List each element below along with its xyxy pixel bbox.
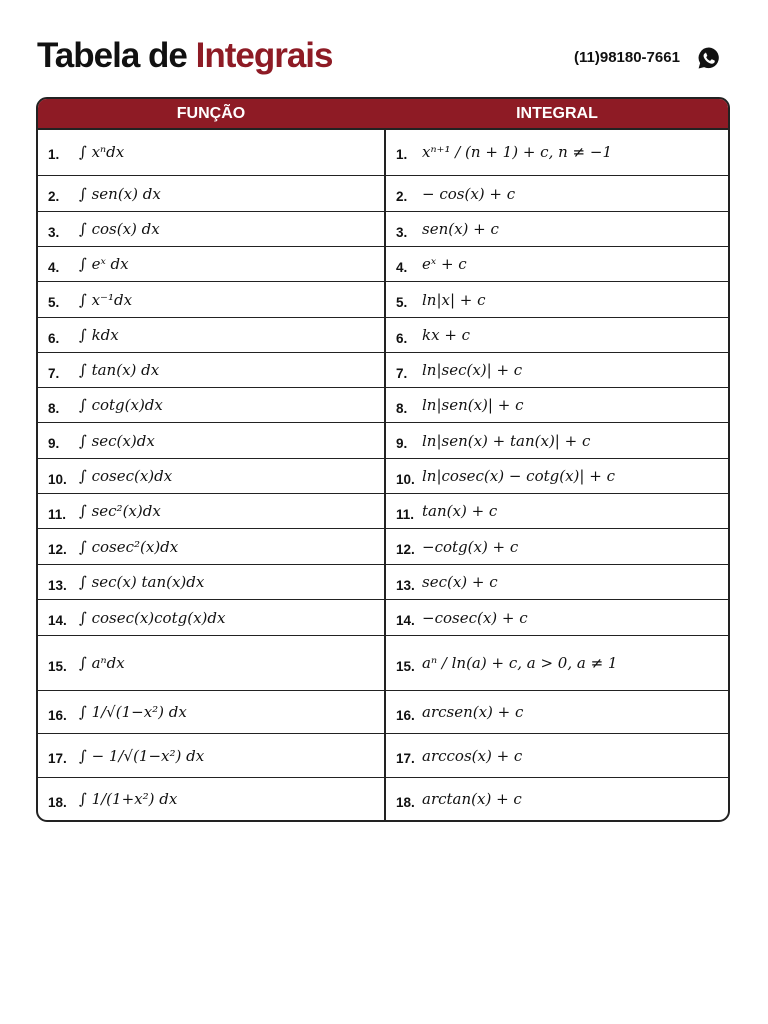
row-number: 1. — [396, 147, 408, 162]
integral-cell: tan(x) + c — [422, 502, 498, 520]
row-number: 1. — [48, 147, 60, 162]
row-number: 15. — [396, 658, 415, 674]
integral-cell: eˣ + c — [422, 255, 467, 273]
row-number: 5. — [396, 295, 408, 310]
integral-cell: ln|x| + c — [422, 290, 486, 309]
table-row — [38, 529, 728, 565]
row-number: 18. — [396, 794, 415, 810]
funcao-cell: ∫ cosec(x)cotg(x)dx — [79, 608, 226, 627]
funcao-cell: ∫ xⁿdx — [79, 142, 125, 161]
table-row — [38, 282, 728, 318]
integral-cell: kx + c — [422, 326, 471, 344]
integral-cell: ln|cosec(x) − cotg(x)| + c — [422, 467, 615, 485]
phone-number[interactable]: (11)98180-7661 — [574, 49, 680, 66]
funcao-cell: ∫ − 1/√(1−x²) dx — [79, 746, 205, 765]
integral-cell: arctan(x) + c — [422, 790, 522, 808]
funcao-cell: ∫ cosec²(x)dx — [79, 537, 179, 556]
funcao-cell: ∫ eˣ dx — [79, 255, 129, 273]
funcao-cell: ∫ kdx — [79, 326, 119, 344]
table-row — [38, 423, 728, 459]
funcao-cell: ∫ tan(x) dx — [79, 361, 160, 379]
integral-cell: arccos(x) + c — [422, 746, 523, 765]
funcao-cell: ∫ x⁻¹dx — [79, 290, 133, 309]
row-number: 15. — [48, 658, 67, 674]
integral-cell: ln|sec(x)| + c — [422, 361, 523, 379]
row-number: 4. — [48, 259, 60, 275]
table-row — [38, 734, 728, 778]
row-number: 10. — [396, 471, 415, 487]
table-row — [38, 459, 728, 494]
table-row — [38, 565, 728, 600]
table-row — [38, 247, 728, 282]
row-number: 12. — [48, 542, 67, 557]
row-number: 8. — [396, 400, 408, 416]
table-row — [38, 212, 728, 247]
row-number: 9. — [48, 436, 60, 451]
table-row — [38, 176, 728, 212]
funcao-cell: ∫ sen(x) dx — [79, 184, 161, 203]
funcao-cell: ∫ aⁿdx — [79, 654, 125, 672]
row-number: 5. — [48, 295, 60, 310]
funcao-cell: ∫ cos(x) dx — [79, 220, 160, 238]
row-number: 14. — [48, 613, 67, 628]
integral-cell: − cos(x) + c — [422, 184, 516, 203]
table-row — [38, 353, 728, 388]
row-number: 9. — [396, 436, 408, 451]
title-part-2: Integrais — [195, 36, 333, 75]
row-number: 4. — [396, 259, 408, 275]
row-number: 10. — [48, 471, 67, 487]
row-number: 3. — [48, 224, 60, 240]
row-number: 7. — [396, 365, 408, 381]
row-number: 3. — [396, 224, 408, 240]
table-row — [38, 778, 728, 820]
row-number: 18. — [48, 794, 67, 810]
header-integral: INTEGRAL — [516, 105, 598, 122]
integral-cell: ln|sen(x) + tan(x)| + c — [422, 431, 591, 450]
funcao-cell: ∫ sec(x)dx — [79, 431, 155, 450]
row-number: 6. — [396, 330, 408, 346]
integral-cell: −cosec(x) + c — [422, 608, 528, 627]
header-funcao: FUNÇÃO — [176, 105, 246, 122]
row-number: 2. — [396, 189, 408, 204]
row-number: 11. — [396, 506, 415, 522]
integrals-table — [36, 97, 730, 822]
integral-cell: arcsen(x) + c — [422, 703, 524, 721]
integral-cell: sen(x) + c — [422, 220, 499, 238]
table-row — [38, 318, 728, 353]
row-number: 12. — [396, 542, 415, 557]
funcao-cell: ∫ sec(x) tan(x)dx — [79, 573, 205, 591]
whatsapp-icon[interactable] — [697, 46, 721, 70]
row-number: 6. — [48, 330, 60, 346]
row-number: 11. — [48, 506, 67, 522]
table-row — [38, 494, 728, 529]
title-part-1: Tabela de — [37, 36, 187, 75]
funcao-cell: ∫ 1/√(1−x²) dx — [79, 703, 187, 721]
page-title — [37, 33, 332, 79]
row-number: 16. — [396, 707, 415, 723]
row-number: 14. — [396, 613, 415, 628]
table-row — [38, 388, 728, 423]
row-number: 13. — [396, 577, 415, 593]
funcao-cell: ∫ 1/(1+x²) dx — [79, 790, 178, 808]
table-row — [38, 600, 728, 636]
integral-cell: −cotg(x) + c — [422, 537, 519, 556]
funcao-cell: ∫ cosec(x)dx — [79, 467, 173, 485]
row-number: 17. — [48, 751, 67, 766]
funcao-cell: ∫ cotg(x)dx — [79, 396, 163, 414]
row-number: 8. — [48, 400, 60, 416]
table-row — [38, 691, 728, 734]
row-number: 16. — [48, 707, 67, 723]
row-number: 7. — [48, 365, 60, 381]
integral-cell: aⁿ / ln(a) + c, a > 0, a ≠ 1 — [422, 654, 618, 672]
integral-cell: sec(x) + c — [422, 573, 498, 591]
table-header — [38, 99, 728, 130]
table-row — [38, 128, 728, 176]
row-number: 2. — [48, 189, 60, 204]
integral-cell: xⁿ⁺¹ / (n + 1) + c, n ≠ −1 — [422, 142, 612, 161]
row-number: 17. — [396, 751, 415, 766]
integral-cell: ln|sen(x)| + c — [422, 396, 524, 414]
row-number: 13. — [48, 577, 67, 593]
table-row — [38, 636, 728, 691]
funcao-cell: ∫ sec²(x)dx — [79, 502, 161, 520]
